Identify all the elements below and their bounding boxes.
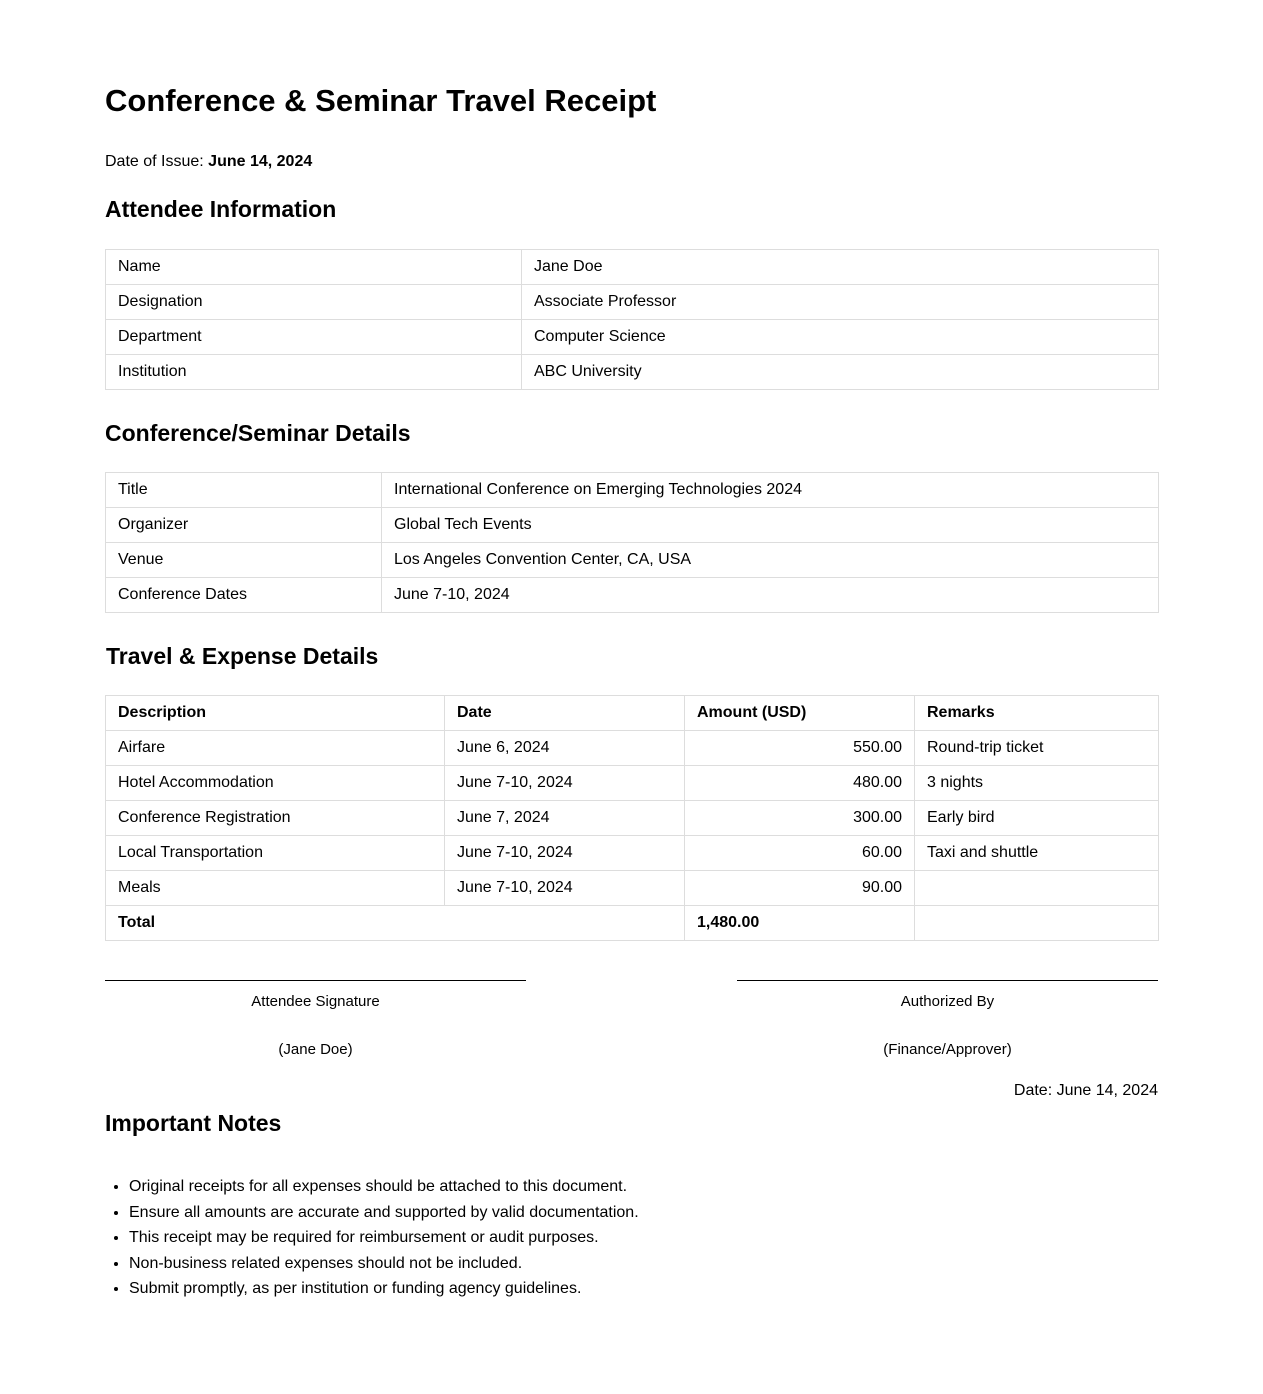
conference-table	[105, 472, 1159, 613]
expense-date: June 7-10, 2024	[445, 836, 685, 871]
table-row	[106, 508, 1159, 543]
notes-heading: Important Notes	[105, 1110, 282, 1136]
list-item: • Submit promptly, as per institution or funding agency guidelines.	[129, 1276, 639, 1302]
table-row	[106, 836, 1159, 871]
expense-description: Hotel Accommodation	[106, 766, 445, 801]
column-header-amount: Amount (USD)	[685, 696, 915, 731]
column-header-description: Description	[106, 696, 445, 731]
approver-signature-block	[737, 980, 1158, 1071]
page-title: Conference & Seminar Travel Receipt	[105, 83, 657, 118]
expense-description: Airfare	[106, 731, 445, 766]
table-row	[106, 473, 1159, 508]
expenses-heading: Travel & Expense Details	[106, 643, 379, 669]
list-item: • This receipt may be required for reimbursement or audit purposes.	[129, 1225, 639, 1251]
approver-signature-label: Authorized By	[900, 993, 995, 1010]
attendee-value: Associate Professor	[522, 285, 1159, 320]
expense-amount: 550.00	[685, 731, 915, 766]
list-item: • Non-business related expenses should not be included.	[129, 1251, 639, 1277]
conference-heading: Conference/Seminar Details	[105, 420, 411, 446]
total-row	[106, 906, 1159, 941]
date-of-issue	[105, 152, 312, 172]
signature-date: Date: June 14, 2024	[1013, 1082, 1158, 1099]
expense-date: June 6, 2024	[445, 731, 685, 766]
column-header-remarks: Remarks	[915, 696, 1159, 731]
total-value: 1,480.00	[685, 906, 915, 941]
attendee-value: Jane Doe	[522, 250, 1159, 285]
conference-label: Title	[106, 473, 382, 508]
expense-remarks: Round-trip ticket	[915, 731, 1159, 766]
list-item: • Original receipts for all expenses should be attached to this document.	[129, 1174, 639, 1200]
table-row	[106, 250, 1159, 285]
attendee-heading: Attendee Information	[105, 196, 337, 222]
expense-remarks: 3 nights	[915, 766, 1159, 801]
notes-list	[105, 1174, 639, 1302]
attendee-value: ABC University	[522, 355, 1159, 390]
expense-remarks	[915, 871, 1159, 906]
conference-label: Organizer	[106, 508, 382, 543]
expense-remarks: Taxi and shuttle	[915, 836, 1159, 871]
attendee-label: Designation	[106, 285, 522, 320]
table-row	[106, 801, 1159, 836]
column-header-date: Date	[445, 696, 685, 731]
conference-value: Global Tech Events	[382, 508, 1159, 543]
conference-value: International Conference on Emerging Technologies 2024	[382, 473, 1159, 508]
expense-amount: 300.00	[685, 801, 915, 836]
expenses-table	[105, 695, 1159, 941]
attendee-label: Institution	[106, 355, 522, 390]
date-of-issue-label: Date of Issue:	[105, 153, 204, 170]
expense-date: June 7-10, 2024	[445, 871, 685, 906]
table-header-row	[106, 696, 1159, 731]
attendee-signature-label: Attendee Signature	[251, 993, 380, 1010]
approver-signature-name: (Finance/Approver)	[883, 1041, 1012, 1058]
table-row	[106, 871, 1159, 906]
table-row	[106, 731, 1159, 766]
list-item: • Ensure all amounts are accurate and supported by valid documentation.	[129, 1200, 639, 1226]
table-row	[106, 543, 1159, 578]
expense-description: Meals	[106, 871, 445, 906]
table-row	[106, 578, 1159, 613]
attendee-signature-name: (Jane Doe)	[278, 1041, 353, 1058]
expense-description: Conference Registration	[106, 801, 445, 836]
attendee-signature-block	[105, 980, 526, 1071]
table-row	[106, 766, 1159, 801]
expense-amount: 60.00	[685, 836, 915, 871]
expense-date: June 7-10, 2024	[445, 766, 685, 801]
attendee-label: Name	[106, 250, 522, 285]
table-row	[106, 285, 1159, 320]
attendee-label: Department	[106, 320, 522, 355]
attendee-table	[105, 249, 1159, 390]
expense-amount: 90.00	[685, 871, 915, 906]
conference-label: Conference Dates	[106, 578, 382, 613]
expense-description: Local Transportation	[106, 836, 445, 871]
table-row	[106, 320, 1159, 355]
expense-amount: 480.00	[685, 766, 915, 801]
attendee-value: Computer Science	[522, 320, 1159, 355]
conference-value: June 7-10, 2024	[382, 578, 1159, 613]
date-of-issue-value: June 14, 2024	[208, 153, 313, 170]
table-row	[106, 355, 1159, 390]
total-remarks	[915, 906, 1159, 941]
conference-label: Venue	[106, 543, 382, 578]
conference-value: Los Angeles Convention Center, CA, USA	[382, 543, 1159, 578]
total-label: Total	[106, 906, 685, 941]
expense-remarks: Early bird	[915, 801, 1159, 836]
expense-date: June 7, 2024	[445, 801, 685, 836]
